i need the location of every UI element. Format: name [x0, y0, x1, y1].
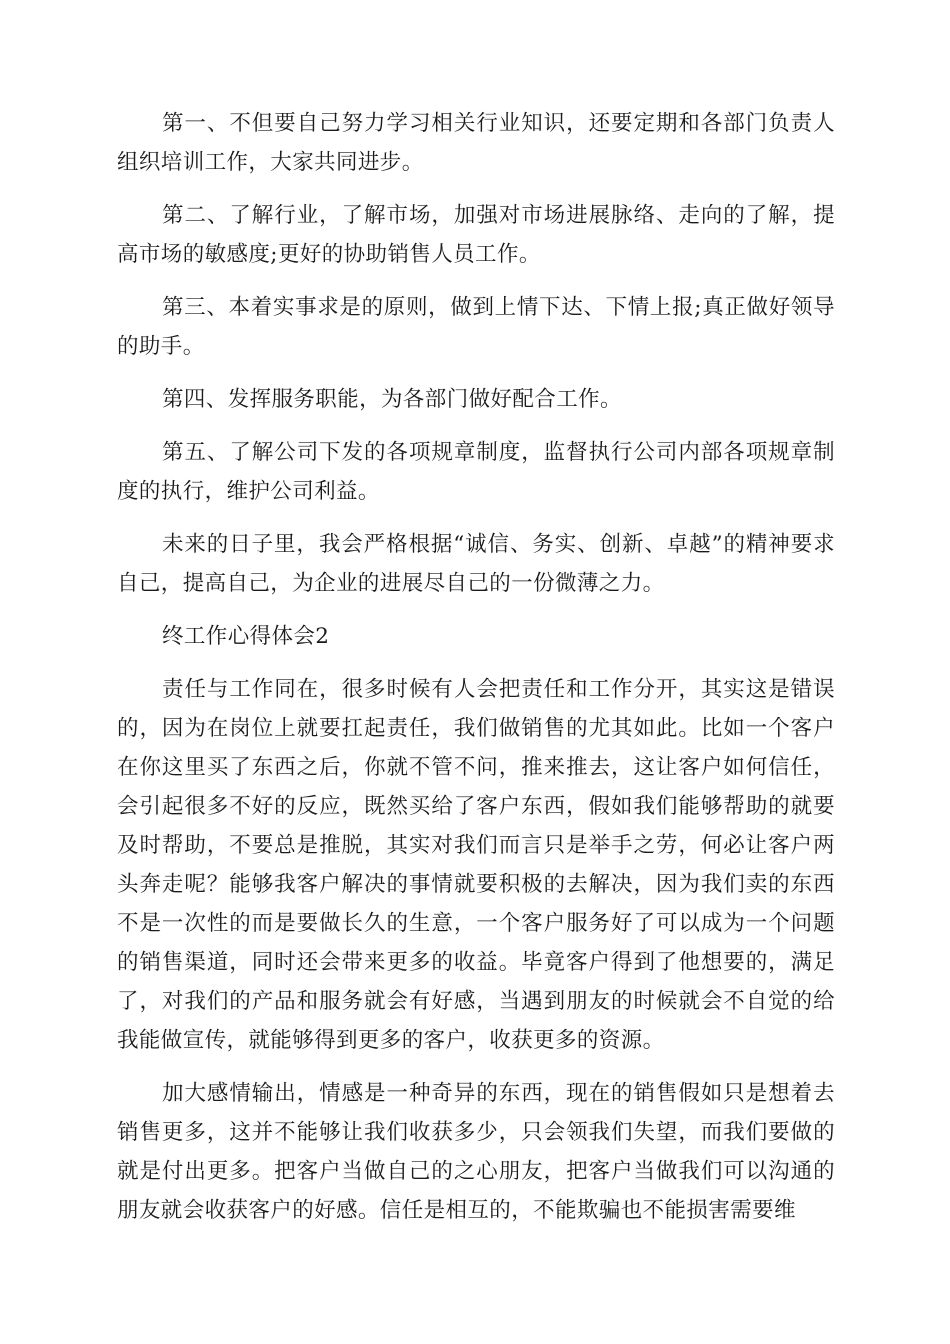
paragraph-7: 责任与工作同在，很多时候有人会把责任和工作分开，其实这是错误的，因为在岗位上就要扛起责任，我们做销售的尤其如此。比如一个客户在你这里买了东西之后，你就不管不问，推来推去，这让客户如何信任，会引起很多不好的反应，既然买给了客户东西，假如我们能够帮助的就要及时帮助，不要总是推脱，其实对我们而言只是举手之劳，何必让客户两头奔走呢？能够我客户解决的事情就要积极的去解决，因为我们卖的东西不是一次性的而是要做长久的生意，一个客户服务好了可以成为一个问题的销售渠道，同时还会带来更多的收益。毕竟客户得到了他想要的，满足了，对我们的产品和服务就会有好感，当遇到朋友的时候就会不自觉的给我能做宣传，就能够得到更多的客户，收获更多的资源。	[117, 677, 835, 1053]
paragraph-5: 第五、了解公司下发的各项规章制度，监督执行公司内部各项规章制度的执行，维护公司利益。	[117, 440, 835, 504]
paragraph-4: 第四、发挥服务职能，为各部门做好配合工作。	[162, 387, 622, 412]
paragraph-6: 未来的日子里，我会严格根据“诚信、务实、创新、卓越”的精神要求自己，提高自己，为企业的进展尽自己的一份微薄之力。	[117, 532, 835, 596]
document-body	[117, 104, 835, 1230]
paragraph-3: 第三、本着实事求是的原则，做到上情下达、下情上报;真正做好领导的助手。	[117, 295, 835, 359]
paragraph-2: 第二、了解行业，了解市场，加强对市场进展脉络、走向的了解，提高市场的敏感度;更好的协助销售人员工作。	[117, 203, 835, 267]
section-heading: 终工作心得体会2	[162, 624, 330, 649]
paragraph-1: 第一、不但要自己努力学习相关行业知识，还要定期和各部门负责人组织培训工作，大家共同进步。	[117, 111, 835, 175]
paragraph-8: 加大感情输出，情感是一种奇异的东西，现在的销售假如只是想着去销售更多，这并不能够让我们收获多少，只会领我们失望，而我们要做的就是付出更多。把客户当做自己的之心朋友，把客户当做我们可以沟通的朋友就会收获客户的好感。信任是相互的，不能欺骗也不能损害需要维	[117, 1081, 835, 1223]
